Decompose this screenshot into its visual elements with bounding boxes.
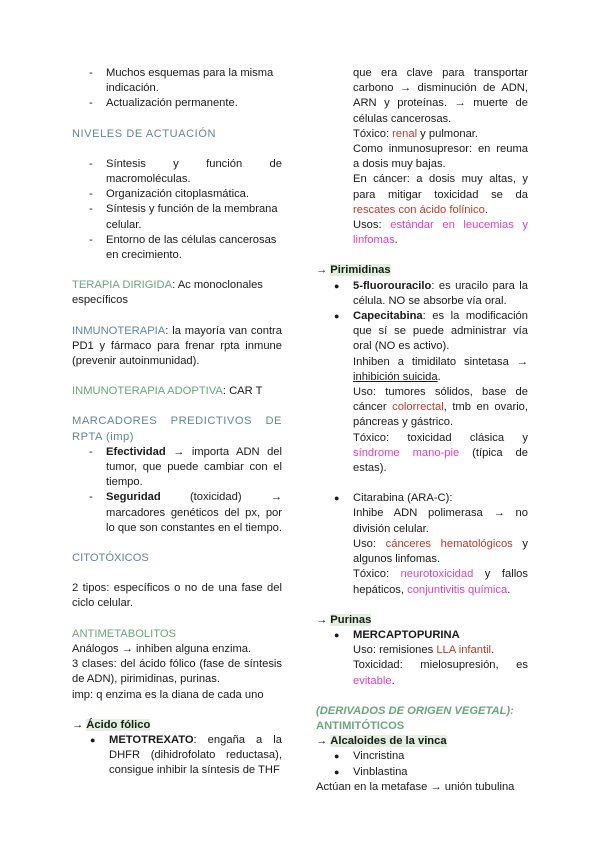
list-item: ● Capecitabina: es la modificación que sí se puede administrar vía oral (NO es activo). — [316, 309, 528, 355]
list-item: - Efectividad → importa ADN del tumor, que puede cambiar con el tiempo. — [72, 445, 282, 491]
list-item: ● METOTREXATO: engaña a la DHFR (dihidrofolato reductasa), consigue inhibir la síntesis de THF — [72, 733, 282, 779]
list-item: - Actualización permanente. — [72, 96, 282, 111]
inmunoterapia-adoptiva: INMUNOTERAPIA ADOPTIVA: CAR T — [72, 385, 263, 398]
list-item: - Síntesis y función de macromoléculas. — [72, 157, 282, 187]
section-heading-antimetabolitos: ANTIMETABOLITOS — [72, 627, 177, 640]
section-heading-antimitoticos: ANTIMITÓTICOS — [316, 719, 405, 732]
subheading-acido-folico: → Ácido fólico — [72, 718, 151, 731]
paragraph: Análogos → inhiben alguna enzima. — [72, 642, 252, 655]
section-heading-niveles: NIVELES DE ACTUACIÓN — [72, 127, 217, 140]
list-item: ● Vincristina — [316, 749, 528, 764]
list-item: ● Citarabina (ARA-C): — [316, 491, 528, 506]
section-heading-marcadores: MARCADORES PREDICTIVOS DE RPTA (imp) — [72, 415, 282, 443]
section-heading-citotoxicos: CITOTÓXICOS — [72, 552, 149, 565]
subheading-vinca: → Alcaloides de la vinca — [316, 735, 447, 748]
left-column — [72, 66, 282, 779]
terapia-dirigida: TERAPIA DIRIGIDA: Ac monoclonales específicos — [72, 279, 263, 307]
subheading-purinas: → Purinas — [316, 613, 372, 626]
inmunoterapia: INMUNOTERAPIA: la mayoría van contra PD1 y fármaco para frenar rpta inmune (prevenir autoinmunidad). — [72, 324, 282, 368]
paragraph: 3 clases: del ácido fólico (fase de síntesis de ADN), pirimidinas, purinas. — [72, 658, 282, 686]
paragraph: imp: q enzima es la diana de cada uno — [72, 688, 264, 701]
paragraph: 2 tipos: específicos o no de una fase del ciclo celular. — [72, 582, 282, 610]
subheading-pirimidinas: → Pirimidinas — [316, 264, 391, 277]
list-item: - Síntesis y función de la membrana celular. — [72, 202, 282, 232]
section-heading-derivados: (DERIVADOS DE ORIGEN VEGETAL): — [316, 704, 514, 717]
capecitabina-detail: Inhiben a timidilato sintetasa → inhibición suicida. Uso: tumores sólidos, base de cáncer colorrectal, tmb en ovario, páncreas y gástrico. Tóxico: toxicidad clásica y síndrome mano-pie (típica de estas). — [353, 355, 529, 475]
list-item: ● Vinblastina — [316, 765, 528, 780]
list-item: - Organización citoplasmática. — [72, 187, 282, 202]
list-item: ● 5-fluorouracilo: es uracilo para la célula. NO se absorbe vía oral. — [316, 279, 528, 309]
mercaptopurina-detail: Uso: remisiones LLA infantil. Toxicidad: mielosupresión, es evitable. — [353, 644, 528, 687]
right-column — [316, 66, 528, 795]
list-item: - Entorno de las células cancerosas en crecimiento. — [72, 233, 282, 263]
list-item: - Seguridad (toxicidad) → marcadores genéticos del px, por lo que son constantes en el tiempo. — [72, 490, 282, 536]
paragraph: Actúan en la metafase → unión tubulina — [316, 780, 515, 793]
citarabina-detail: Inhibe ADN polimerasa → no división celular. Uso: cánceres hematológicos y algunos linfomas. Tóxico: neurotoxicidad y fallos hepáticos, conjuntivitis química. — [353, 507, 528, 596]
metotrexato-detail: que era clave para transportar carbono → disminución de ADN, ARN y proteínas. → muerte de células cancerosas. Tóxico: renal y pulmonar. Como inmunosupresor: en reuma a dosis muy bajas. En cáncer: a dosis muy altas, y para mitigar toxicidad se da rescates con ácido folínico. Usos: estándar en leucemias y linfomas. — [353, 67, 528, 247]
list-item: ● MERCAPTOPURINA — [316, 628, 528, 643]
list-item: - Muchos esquemas para la misma indicación. — [72, 66, 282, 96]
